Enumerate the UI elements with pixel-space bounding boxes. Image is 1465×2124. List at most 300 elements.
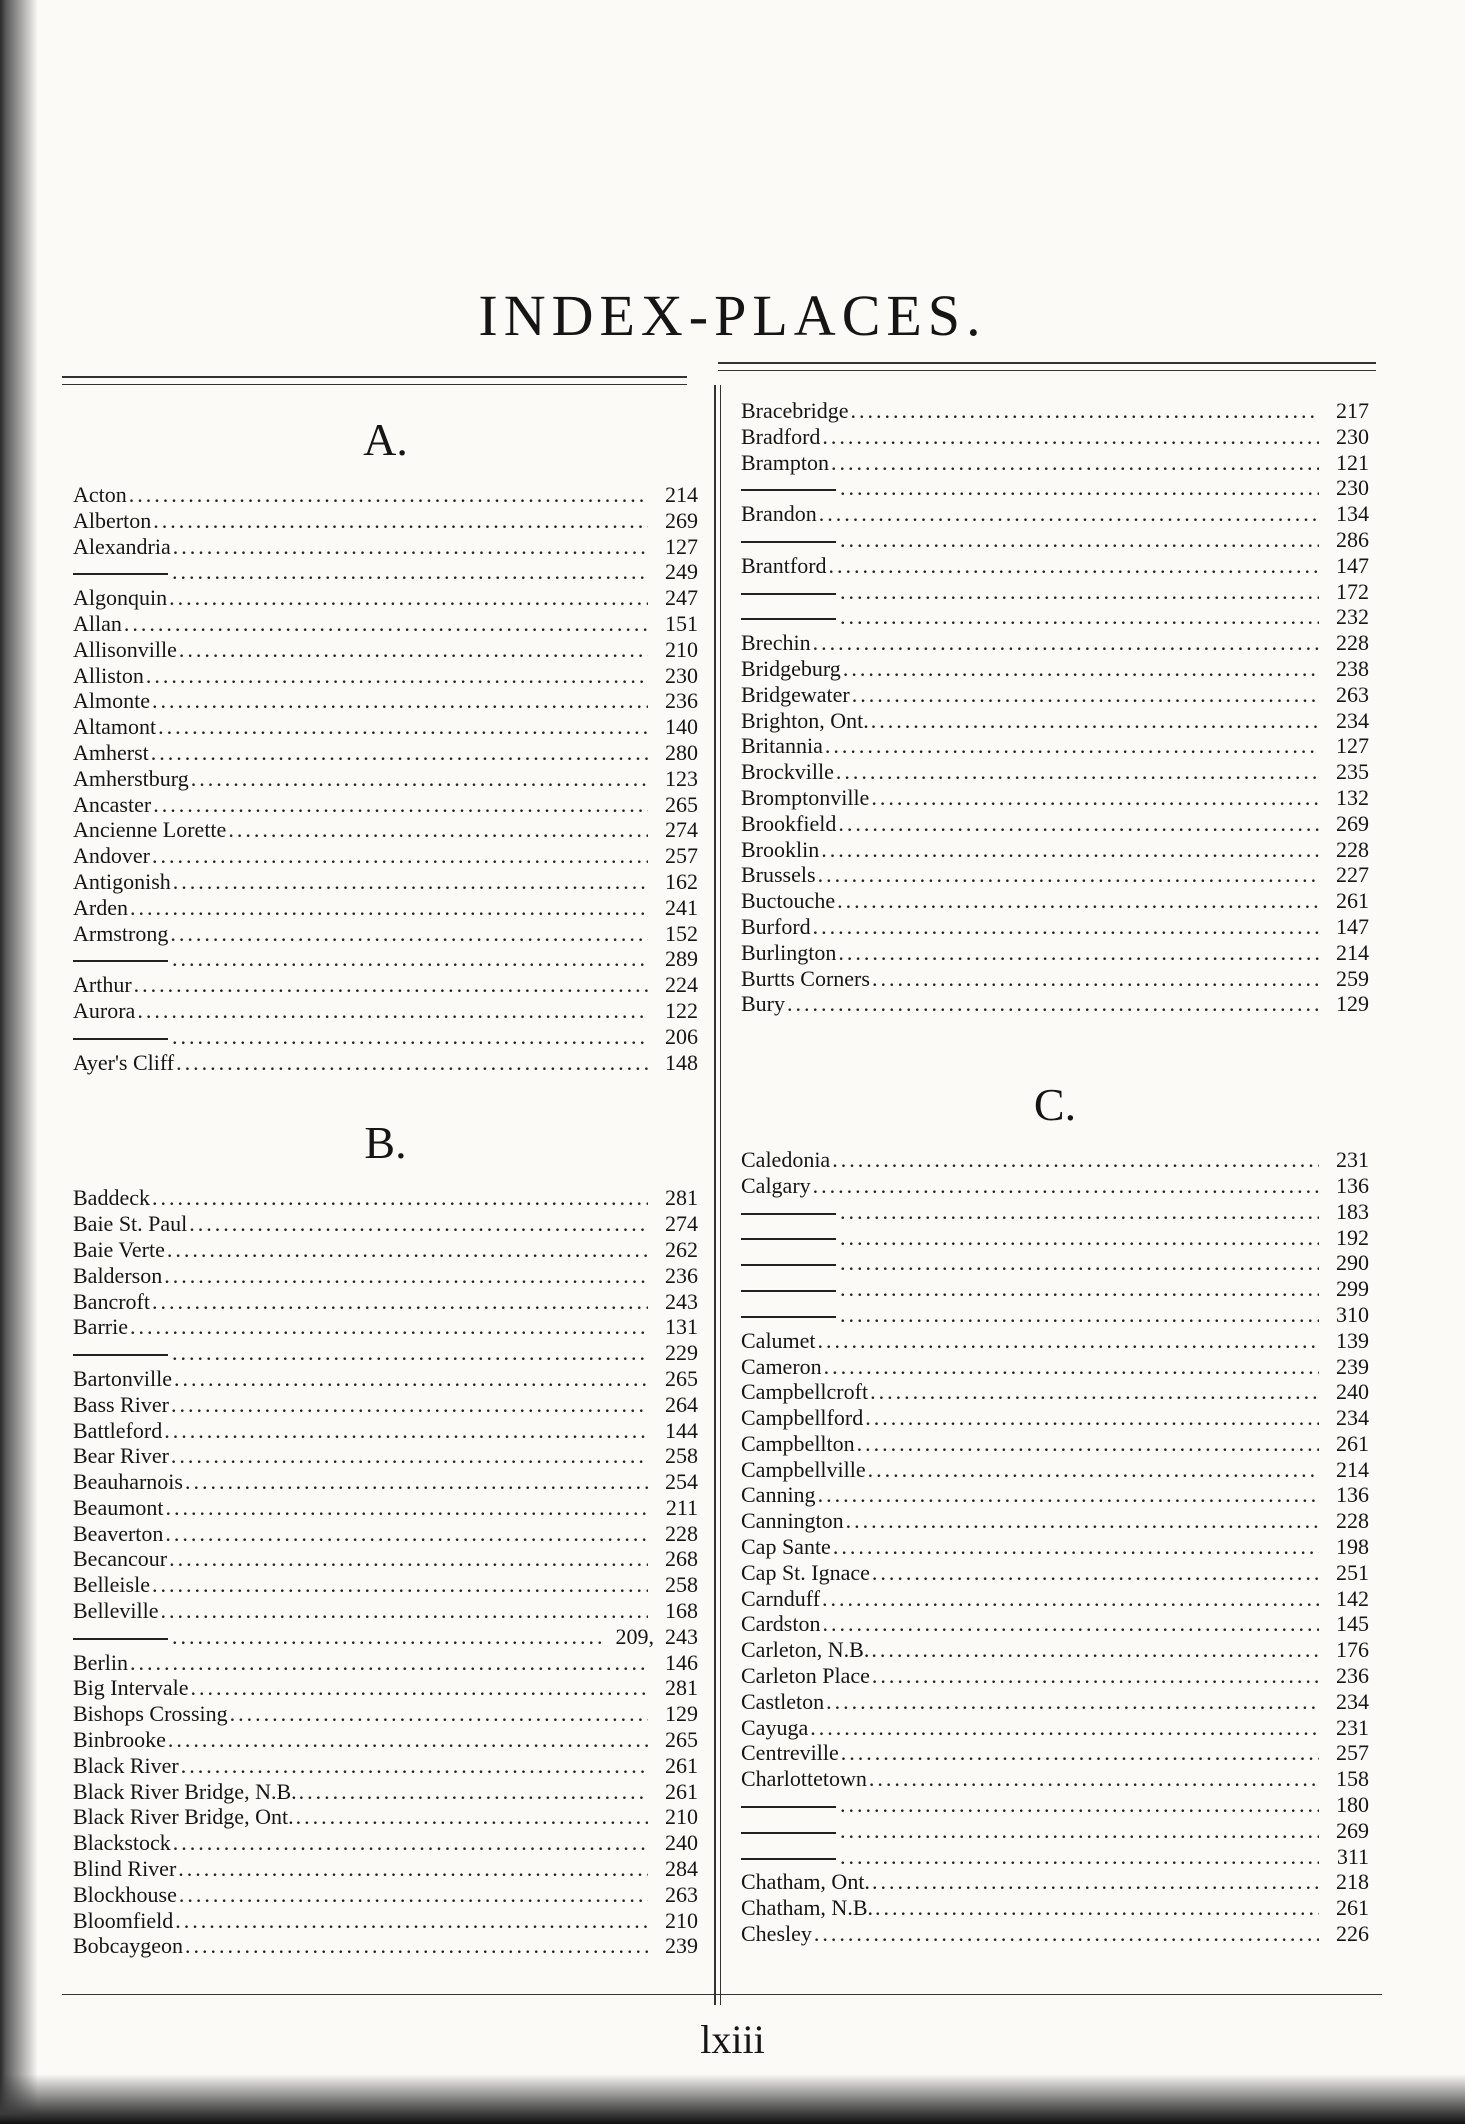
entry-name	[741, 1508, 844, 1534]
dot-leader	[152, 688, 648, 714]
entry-name	[741, 991, 785, 1017]
entry-name-text: Brantford	[741, 552, 827, 578]
entry-page: 131	[665, 1314, 698, 1340]
ditto-dash	[741, 489, 836, 491]
page-title: INDEX-PLACES.	[478, 283, 987, 348]
dot-leader	[190, 1675, 648, 1701]
entry-page: 239	[665, 1933, 698, 1959]
entry-name	[741, 579, 838, 605]
index-entry	[73, 534, 698, 560]
entry-name	[73, 1598, 159, 1624]
entry-name	[741, 1586, 820, 1612]
entry-name	[73, 1050, 174, 1076]
entry-name	[741, 1147, 830, 1173]
dot-leader	[173, 1830, 648, 1856]
dot-leader	[841, 1740, 1319, 1766]
dot-leader	[176, 1050, 648, 1076]
index-entry	[73, 1908, 698, 1934]
dot-leader	[299, 1779, 648, 1805]
entry-page: 310	[1336, 1301, 1369, 1327]
entry-name-text: Ancaster	[73, 791, 152, 817]
entry-name	[73, 895, 128, 921]
index-entry	[73, 1314, 698, 1340]
entry-extra-page: 209,	[615, 1623, 654, 1649]
entry-page: 238	[1336, 655, 1369, 681]
dot-leader	[833, 1534, 1319, 1560]
entry-page: 274	[665, 1211, 698, 1237]
dot-leader	[165, 1495, 648, 1521]
left-column	[73, 412, 698, 1959]
entry-name	[73, 1882, 177, 1908]
entry-name-text: Brooklin	[741, 836, 820, 862]
index-entry	[741, 1792, 1369, 1818]
index-entry	[73, 1024, 698, 1050]
dot-leader	[129, 482, 648, 508]
entry-name-text: Baddeck	[73, 1185, 150, 1211]
entry-page: 286	[1336, 526, 1369, 552]
entry-name	[741, 708, 869, 734]
entry-name	[73, 1856, 176, 1882]
entry-page: 240	[665, 1830, 698, 1856]
entry-page: 168	[665, 1598, 698, 1624]
entry-page: 121	[1336, 449, 1369, 475]
entry-name-text: Cayuga	[741, 1714, 809, 1740]
index-entry	[741, 1611, 1369, 1637]
entry-name	[741, 630, 811, 656]
dot-leader	[172, 1624, 604, 1650]
entry-page: 243	[665, 1288, 698, 1314]
entry-name-text: Acton	[73, 482, 127, 507]
entry-name-text: Buctouche	[741, 888, 836, 914]
entry-page: 268	[665, 1546, 698, 1572]
top-rule-right	[718, 362, 1376, 364]
entry-name	[73, 1727, 166, 1753]
dot-leader	[826, 1689, 1319, 1715]
dot-leader	[814, 1921, 1319, 1947]
entry-name-text: Baie St. Paul	[73, 1211, 188, 1237]
entry-page: 139	[1336, 1327, 1369, 1353]
entry-name	[73, 1469, 183, 1495]
entry-name-text: Becancour	[73, 1546, 168, 1572]
entry-name	[73, 843, 150, 869]
entry-name	[73, 1933, 183, 1959]
index-entry	[73, 585, 698, 611]
entry-name	[73, 1495, 163, 1521]
entry-page: 152	[665, 920, 698, 946]
index-entry	[741, 1921, 1369, 1947]
ditto-dash	[741, 1832, 836, 1834]
dot-leader	[840, 1302, 1319, 1328]
dot-leader	[813, 630, 1319, 656]
entry-name-text: Arthur	[73, 972, 132, 998]
entry-name	[741, 1766, 867, 1792]
top-rule-left	[62, 376, 687, 378]
index-entry	[73, 895, 698, 921]
index-entry	[741, 1844, 1369, 1870]
dot-leader	[851, 398, 1320, 424]
entry-page: 249	[665, 559, 698, 585]
entry-name	[73, 1366, 172, 1392]
dot-leader	[871, 785, 1319, 811]
entry-name	[73, 1650, 128, 1676]
entry-name-text: Alliston	[73, 662, 144, 688]
index-entry	[73, 559, 698, 585]
entry-page: 140	[665, 714, 698, 740]
index-entry	[73, 1804, 698, 1830]
entry-page: 145	[1336, 1611, 1369, 1637]
index-entry	[73, 1340, 698, 1366]
entry-name-text: Balderson	[73, 1262, 163, 1288]
entry-page: 192	[1336, 1224, 1369, 1250]
entry-page: 261	[665, 1752, 698, 1778]
index-entry	[741, 579, 1369, 605]
index-entry	[741, 888, 1369, 914]
entry-name	[741, 1431, 855, 1457]
entry-name-text: Burlington	[741, 939, 837, 965]
ditto-dash	[73, 1354, 168, 1356]
dot-leader	[185, 1933, 648, 1959]
index-entry	[73, 1366, 698, 1392]
index-entry	[741, 527, 1369, 553]
entry-name-text: Baie Verte	[73, 1236, 165, 1262]
entry-page: 290	[1336, 1250, 1369, 1276]
entry-name-text: Armstrong	[73, 920, 169, 946]
dot-leader	[840, 1818, 1319, 1844]
entry-name-text: Allisonville	[73, 636, 177, 662]
entry-name-text: Bridgewater	[741, 681, 850, 707]
entry-page: 280	[665, 739, 698, 765]
entry-page: 147	[1336, 913, 1369, 939]
index-section	[73, 412, 698, 1075]
index-entry	[73, 1495, 698, 1521]
entry-name-text: Algonquin	[73, 585, 168, 611]
entry-page: 127	[665, 533, 698, 559]
entry-name	[741, 1225, 838, 1251]
dot-leader	[870, 1379, 1319, 1405]
entry-name-text: Brandon	[741, 501, 817, 527]
index-entry	[73, 611, 698, 637]
entry-page: 289	[665, 946, 698, 972]
entry-name	[73, 1185, 150, 1211]
entry-page: 134	[1336, 501, 1369, 527]
index-entry	[73, 1624, 698, 1650]
entry-page: 243	[665, 1623, 698, 1649]
entry-name-text: Aurora	[73, 997, 136, 1023]
entry-page: 129	[665, 1701, 698, 1727]
entry-page: 214	[1336, 1456, 1369, 1482]
index-entry	[741, 1302, 1369, 1328]
entry-page: 210	[665, 1804, 698, 1830]
index-entry	[741, 1225, 1369, 1251]
dot-leader	[821, 837, 1319, 863]
index-entry	[73, 869, 698, 895]
entry-page: 180	[1336, 1792, 1369, 1818]
entry-name-text: Cap Sante	[741, 1534, 831, 1560]
entry-name-text: Campbellville	[741, 1456, 866, 1482]
entry-name-text: Charlottetown	[741, 1766, 867, 1792]
column-divider	[714, 385, 716, 2005]
entry-name	[73, 792, 151, 818]
entry-page: 146	[665, 1649, 698, 1675]
entry-page: 299	[1336, 1276, 1369, 1302]
entry-name	[741, 1869, 870, 1895]
index-entry	[73, 946, 698, 972]
dot-leader	[179, 1882, 648, 1908]
dot-leader	[167, 1237, 648, 1263]
entry-name-text: Chesley	[741, 1921, 812, 1947]
index-entry	[741, 1715, 1369, 1741]
entry-page: 142	[1336, 1585, 1369, 1611]
index-entry	[73, 1830, 698, 1856]
index-entry	[741, 1199, 1369, 1225]
dot-leader	[822, 1611, 1319, 1637]
entry-name	[73, 559, 170, 585]
entry-name-text: Amherst	[73, 739, 149, 765]
entry-name	[73, 998, 135, 1024]
entry-page: 228	[1336, 836, 1369, 862]
entry-page: 240	[1336, 1379, 1369, 1405]
entry-page: 265	[665, 1727, 698, 1753]
entry-name	[73, 1572, 150, 1598]
entry-page: 254	[665, 1469, 698, 1495]
dot-leader	[130, 1314, 648, 1340]
ditto-dash	[741, 1213, 836, 1215]
dot-leader	[130, 895, 648, 921]
entry-page: 261	[1336, 888, 1369, 914]
entry-name	[741, 604, 838, 630]
index-entry	[741, 1818, 1369, 1844]
entry-page: 127	[1336, 733, 1369, 759]
dot-leader	[169, 1546, 648, 1572]
index-entry	[73, 1546, 698, 1572]
index-entry	[73, 1598, 698, 1624]
index-entry	[73, 1856, 698, 1882]
entry-name	[741, 1740, 839, 1766]
entry-page: 261	[665, 1778, 698, 1804]
entry-name-text: Bury	[741, 991, 785, 1017]
entry-page: 311	[1336, 1843, 1369, 1869]
section-letter: A.	[363, 414, 408, 465]
dot-leader	[846, 1508, 1319, 1534]
index-entry	[73, 1237, 698, 1263]
entry-name-text: Bobcaygeon	[73, 1933, 183, 1959]
dot-leader	[137, 998, 648, 1024]
entry-name-text: Brockville	[741, 759, 834, 785]
entry-name-text: Carleton, N.B.	[741, 1637, 870, 1663]
entry-page: 214	[665, 482, 698, 507]
entry-name	[741, 553, 827, 579]
entry-name-text: Campbellton	[741, 1430, 855, 1456]
entry-name-text: Belleisle	[73, 1572, 150, 1598]
dot-leader	[230, 1701, 648, 1727]
entry-page: 262	[665, 1236, 698, 1262]
entry-name	[741, 1250, 838, 1276]
entry-page: 261	[1336, 1430, 1369, 1456]
ditto-dash	[73, 1038, 168, 1040]
dot-leader	[134, 972, 648, 998]
dot-leader	[869, 1766, 1319, 1792]
entry-name-text: Black River Bridge, N.B.	[73, 1778, 297, 1804]
entry-name	[73, 1624, 170, 1650]
entry-name-text: Castleton	[741, 1688, 825, 1714]
entry-page: 230	[665, 662, 698, 688]
dot-leader	[818, 1482, 1319, 1508]
entry-page: 257	[1336, 1740, 1369, 1766]
index-entry	[741, 398, 1369, 424]
index-entry	[741, 1173, 1369, 1199]
index-entry	[741, 1663, 1369, 1689]
dot-leader	[871, 1637, 1319, 1663]
dot-leader	[130, 1650, 648, 1676]
entry-name	[73, 1314, 128, 1340]
dot-leader	[153, 508, 648, 534]
entry-name-text: Bishops Crossing	[73, 1701, 228, 1727]
entry-name	[73, 714, 156, 740]
dot-leader	[124, 611, 648, 637]
entry-name	[741, 1560, 870, 1586]
entry-name-text: Belleville	[73, 1598, 159, 1624]
ditto-dash	[741, 1858, 836, 1860]
dot-leader	[172, 559, 648, 585]
entry-name	[741, 862, 816, 888]
entry-name	[741, 656, 841, 682]
index-entry	[73, 792, 698, 818]
entry-name-text: Cameron	[741, 1353, 822, 1379]
entry-name	[73, 1392, 169, 1418]
index-entry	[73, 663, 698, 689]
entry-name	[73, 869, 171, 895]
entry-page: 206	[665, 1023, 698, 1049]
index-entry	[73, 1443, 698, 1469]
index-entry	[741, 1560, 1369, 1586]
dot-leader	[872, 966, 1319, 992]
ditto-dash	[741, 1806, 836, 1808]
entry-name	[741, 1379, 868, 1405]
dot-leader	[829, 553, 1319, 579]
entry-page: 236	[665, 1262, 698, 1288]
entry-name	[73, 1340, 170, 1366]
index-entry	[73, 1289, 698, 1315]
entry-name	[73, 585, 167, 611]
dot-leader	[172, 946, 648, 972]
entry-name-text: Chatham, N.B.	[741, 1895, 873, 1921]
dot-leader	[175, 1908, 648, 1934]
entry-name-text: Brampton	[741, 449, 829, 475]
entry-page: 227	[1336, 862, 1369, 888]
entry-name-text: Brookfield	[741, 810, 837, 836]
entry-name	[741, 398, 849, 424]
entry-name-text: Brussels	[741, 862, 816, 888]
entry-name	[741, 837, 819, 863]
dot-leader	[161, 1598, 648, 1624]
entry-name-text: Calgary	[741, 1172, 811, 1198]
dot-leader	[813, 1173, 1319, 1199]
index-entry	[73, 1392, 698, 1418]
entry-name-text: Centreville	[741, 1740, 839, 1766]
entry-name-text: Beaumont	[73, 1494, 164, 1520]
entry-name-text: Bear River	[73, 1443, 169, 1469]
index-entry	[73, 1727, 698, 1753]
page-number: lxiii	[700, 2017, 765, 2062]
ditto-dash	[741, 541, 836, 543]
dot-leader	[872, 1663, 1319, 1689]
ditto-dash	[73, 1638, 168, 1640]
index-entry	[73, 482, 698, 508]
entry-name	[73, 1753, 179, 1779]
entry-name	[73, 972, 132, 998]
entry-name	[741, 1276, 838, 1302]
entry-page: 269	[1336, 810, 1369, 836]
entry-name	[73, 1443, 169, 1469]
dot-leader	[840, 527, 1319, 553]
entry-name-text: Bloomfield	[73, 1907, 174, 1933]
entry-name-text: Berlin	[73, 1649, 128, 1675]
entry-name	[741, 914, 811, 940]
index-entry	[741, 1457, 1369, 1483]
dot-leader	[158, 714, 648, 740]
dot-leader	[822, 1586, 1319, 1612]
dot-leader	[151, 740, 648, 766]
entry-name	[73, 921, 168, 947]
index-entry	[741, 914, 1369, 940]
entry-name-text: Caledonia	[741, 1147, 831, 1173]
entry-name	[741, 682, 850, 708]
entry-name-text: Campbellford	[741, 1405, 864, 1431]
entry-name	[741, 1457, 866, 1483]
dot-leader	[787, 991, 1319, 1017]
entry-page: 147	[1336, 552, 1369, 578]
entry-page: 234	[1336, 1405, 1369, 1431]
entry-page: 258	[665, 1443, 698, 1469]
entry-name	[73, 1675, 188, 1701]
entry-page: 239	[1336, 1353, 1369, 1379]
entry-page: 264	[665, 1391, 698, 1417]
dot-leader	[189, 1211, 648, 1237]
entry-page: 234	[1336, 1688, 1369, 1714]
dot-leader	[819, 501, 1319, 527]
dot-leader	[153, 792, 648, 818]
dot-leader	[840, 1225, 1319, 1251]
index-entry	[741, 553, 1369, 579]
entry-name-text: Bartonville	[73, 1365, 172, 1391]
index-entry	[73, 1418, 698, 1444]
index-entry	[741, 759, 1369, 785]
dot-leader	[872, 1869, 1319, 1895]
index-entry	[741, 1508, 1369, 1534]
index-entry	[741, 501, 1369, 527]
dot-leader	[872, 1560, 1319, 1586]
dot-leader	[836, 759, 1319, 785]
column-divider-inner	[720, 385, 721, 2005]
entry-name-text: Black River	[73, 1752, 179, 1778]
entry-name	[73, 1779, 297, 1805]
entry-page: 269	[1336, 1817, 1369, 1843]
dot-leader	[178, 1856, 648, 1882]
entry-page: 257	[665, 843, 698, 869]
entry-name	[73, 1701, 228, 1727]
entry-name-text: Battleford	[73, 1417, 163, 1443]
index-entry	[73, 1753, 698, 1779]
entry-page: 210	[665, 636, 698, 662]
entry-name-text: Burtts Corners	[741, 965, 870, 991]
dot-leader	[824, 1354, 1319, 1380]
dot-leader	[818, 1328, 1319, 1354]
page-bottom-shadow	[0, 2074, 1465, 2124]
dot-leader	[837, 888, 1319, 914]
entry-name-text: Antigonish	[73, 868, 171, 894]
entry-name-text: Bridgeburg	[741, 655, 841, 681]
dot-leader	[228, 817, 648, 843]
